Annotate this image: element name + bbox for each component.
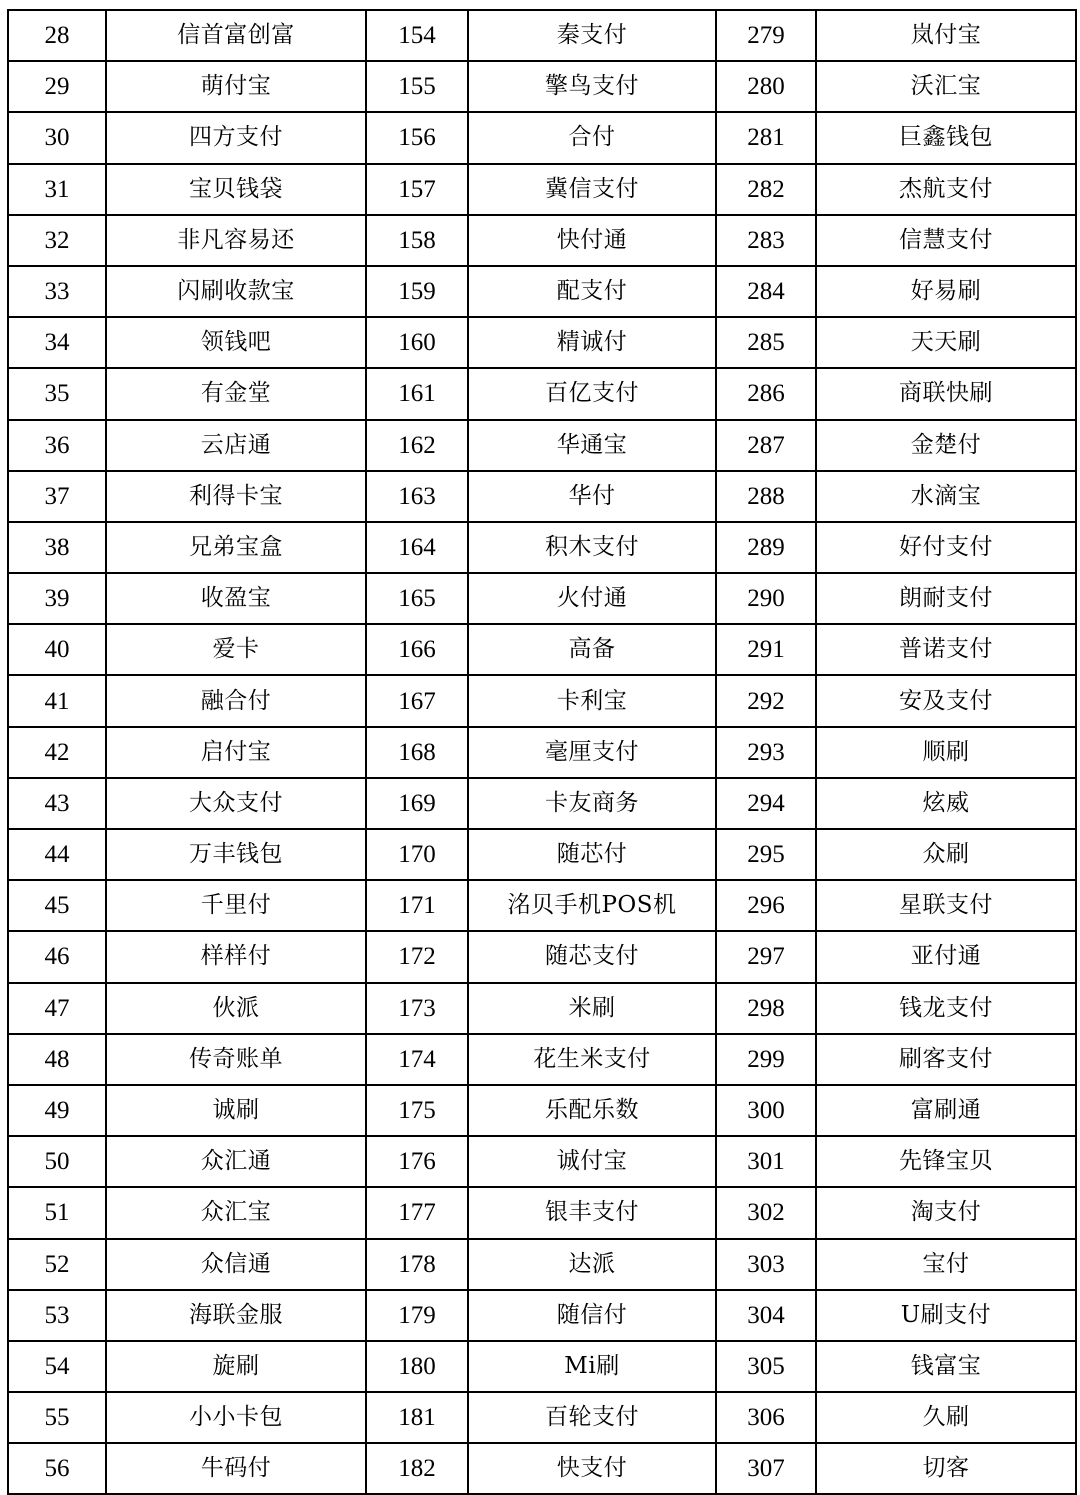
row-number-cell: 37: [8, 471, 106, 522]
row-number-cell: 41: [8, 675, 106, 726]
app-name-cell: 银丰支付: [468, 1187, 716, 1238]
app-name-cell: 万丰钱包: [106, 829, 366, 880]
table-row: [8, 1341, 1076, 1392]
table-row: [8, 675, 1076, 726]
row-number-cell: 159: [366, 266, 468, 317]
row-number-cell: 291: [716, 624, 816, 675]
app-name-cell: 宝贝钱袋: [106, 164, 366, 215]
table-row: [8, 727, 1076, 778]
app-name-cell: 信慧支付: [816, 215, 1076, 266]
row-number-cell: 162: [366, 420, 468, 471]
row-number-cell: 53: [8, 1290, 106, 1341]
table-row: [8, 10, 1076, 61]
app-name-cell: 久刷: [816, 1392, 1076, 1443]
app-name-cell: 卡友商务: [468, 778, 716, 829]
app-name-cell: 有金堂: [106, 368, 366, 419]
row-number-cell: 39: [8, 573, 106, 624]
app-name-cell: 闪刷收款宝: [106, 266, 366, 317]
row-number-cell: 43: [8, 778, 106, 829]
table-row: [8, 1187, 1076, 1238]
row-number-cell: 292: [716, 675, 816, 726]
row-number-cell: 178: [366, 1239, 468, 1290]
row-number-cell: 35: [8, 368, 106, 419]
row-number-cell: 280: [716, 61, 816, 112]
app-name-cell: 配支付: [468, 266, 716, 317]
row-number-cell: 172: [366, 931, 468, 982]
table-row: [8, 522, 1076, 573]
app-name-cell: 信首富创富: [106, 10, 366, 61]
row-number-cell: 166: [366, 624, 468, 675]
app-name-cell: 商联快刷: [816, 368, 1076, 419]
app-name-cell: 金楚付: [816, 420, 1076, 471]
row-number-cell: 156: [366, 112, 468, 163]
table-row: [8, 1085, 1076, 1136]
row-number-cell: 54: [8, 1341, 106, 1392]
row-number-cell: 31: [8, 164, 106, 215]
row-number-cell: 44: [8, 829, 106, 880]
app-name-cell: 伙派: [106, 983, 366, 1034]
row-number-cell: 304: [716, 1290, 816, 1341]
app-name-cell: 好易刷: [816, 266, 1076, 317]
row-number-cell: 279: [716, 10, 816, 61]
table-row: [8, 471, 1076, 522]
app-name-cell: 众汇通: [106, 1136, 366, 1187]
row-number-cell: 154: [366, 10, 468, 61]
row-number-cell: 49: [8, 1085, 106, 1136]
row-number-cell: 28: [8, 10, 106, 61]
app-name-cell: U刷支付: [816, 1290, 1076, 1341]
app-name-cell: 兄弟宝盒: [106, 522, 366, 573]
row-number-cell: 169: [366, 778, 468, 829]
app-name-cell: 切客: [816, 1443, 1076, 1494]
table-row: [8, 164, 1076, 215]
row-number-cell: 47: [8, 983, 106, 1034]
row-number-cell: 302: [716, 1187, 816, 1238]
app-name-cell: 毫厘支付: [468, 727, 716, 778]
app-name-cell: 非凡容易还: [106, 215, 366, 266]
row-number-cell: 160: [366, 317, 468, 368]
row-number-cell: 299: [716, 1034, 816, 1085]
app-name-cell: 精诚付: [468, 317, 716, 368]
row-number-cell: 163: [366, 471, 468, 522]
row-number-cell: 30: [8, 112, 106, 163]
app-name-cell: 百轮支付: [468, 1392, 716, 1443]
app-name-cell: 收盈宝: [106, 573, 366, 624]
row-number-cell: 179: [366, 1290, 468, 1341]
app-name-cell: 随芯付: [468, 829, 716, 880]
row-number-cell: 157: [366, 164, 468, 215]
row-number-cell: 32: [8, 215, 106, 266]
app-name-cell: 样样付: [106, 931, 366, 982]
app-name-cell: 快支付: [468, 1443, 716, 1494]
app-name-cell: 华付: [468, 471, 716, 522]
table-row: [8, 1443, 1076, 1494]
app-name-cell: 利得卡宝: [106, 471, 366, 522]
row-number-cell: 50: [8, 1136, 106, 1187]
row-number-cell: 295: [716, 829, 816, 880]
row-number-cell: 286: [716, 368, 816, 419]
app-name-cell: 顺刷: [816, 727, 1076, 778]
row-number-cell: 298: [716, 983, 816, 1034]
app-name-cell: 达派: [468, 1239, 716, 1290]
row-number-cell: 48: [8, 1034, 106, 1085]
table-row: [8, 317, 1076, 368]
row-number-cell: 177: [366, 1187, 468, 1238]
app-name-cell: 千里付: [106, 880, 366, 931]
table-row: [8, 1392, 1076, 1443]
app-name-cell: 合付: [468, 112, 716, 163]
app-name-cell: 刷客支付: [816, 1034, 1076, 1085]
app-name-cell: 华通宝: [468, 420, 716, 471]
app-name-cell: 米刷: [468, 983, 716, 1034]
app-name-cell: 岚付宝: [816, 10, 1076, 61]
app-name-cell: 四方支付: [106, 112, 366, 163]
table-row: [8, 368, 1076, 419]
app-name-cell: 洺贝手机POS机: [468, 880, 716, 931]
app-name-cell: 淘支付: [816, 1187, 1076, 1238]
row-number-cell: 29: [8, 61, 106, 112]
app-name-cell: 乐配乐数: [468, 1085, 716, 1136]
app-name-cell: 随芯支付: [468, 931, 716, 982]
row-number-cell: 158: [366, 215, 468, 266]
row-number-cell: 305: [716, 1341, 816, 1392]
app-name-cell: 高备: [468, 624, 716, 675]
payment-app-table: [7, 9, 1077, 1495]
row-number-cell: 174: [366, 1034, 468, 1085]
app-name-cell: 卡利宝: [468, 675, 716, 726]
table-row: [8, 112, 1076, 163]
app-name-cell: 随信付: [468, 1290, 716, 1341]
app-name-cell: 牛码付: [106, 1443, 366, 1494]
app-name-cell: 水滴宝: [816, 471, 1076, 522]
app-name-cell: 沃汇宝: [816, 61, 1076, 112]
row-number-cell: 33: [8, 266, 106, 317]
row-number-cell: 290: [716, 573, 816, 624]
row-number-cell: 56: [8, 1443, 106, 1494]
app-name-cell: 星联支付: [816, 880, 1076, 931]
app-name-cell: 融合付: [106, 675, 366, 726]
row-number-cell: 176: [366, 1136, 468, 1187]
app-name-cell: 秦支付: [468, 10, 716, 61]
table-row: [8, 1239, 1076, 1290]
table-row: [8, 983, 1076, 1034]
row-number-cell: 293: [716, 727, 816, 778]
table-row: [8, 829, 1076, 880]
row-number-cell: 155: [366, 61, 468, 112]
row-number-cell: 284: [716, 266, 816, 317]
row-number-cell: 307: [716, 1443, 816, 1494]
app-name-cell: 云店通: [106, 420, 366, 471]
app-name-cell: 百亿支付: [468, 368, 716, 419]
row-number-cell: 46: [8, 931, 106, 982]
row-number-cell: 282: [716, 164, 816, 215]
row-number-cell: 300: [716, 1085, 816, 1136]
app-name-cell: 诚刷: [106, 1085, 366, 1136]
table-row: [8, 1034, 1076, 1085]
row-number-cell: 306: [716, 1392, 816, 1443]
app-name-cell: 萌付宝: [106, 61, 366, 112]
row-number-cell: 294: [716, 778, 816, 829]
app-name-cell: 启付宝: [106, 727, 366, 778]
app-name-cell: 众刷: [816, 829, 1076, 880]
row-number-cell: 181: [366, 1392, 468, 1443]
app-name-cell: 钱龙支付: [816, 983, 1076, 1034]
row-number-cell: 285: [716, 317, 816, 368]
app-name-cell: 天天刷: [816, 317, 1076, 368]
table-row: [8, 61, 1076, 112]
app-name-cell: 花生米支付: [468, 1034, 716, 1085]
table-row: [8, 420, 1076, 471]
row-number-cell: 36: [8, 420, 106, 471]
app-name-cell: 积木支付: [468, 522, 716, 573]
app-name-cell: 小小卡包: [106, 1392, 366, 1443]
table-row: [8, 1136, 1076, 1187]
row-number-cell: 38: [8, 522, 106, 573]
table-row: [8, 215, 1076, 266]
app-name-cell: 炫威: [816, 778, 1076, 829]
app-name-cell: 安及支付: [816, 675, 1076, 726]
row-number-cell: 297: [716, 931, 816, 982]
app-name-cell: 亚付通: [816, 931, 1076, 982]
app-name-cell: 普诺支付: [816, 624, 1076, 675]
app-name-cell: 大众支付: [106, 778, 366, 829]
row-number-cell: 303: [716, 1239, 816, 1290]
table-body: [8, 10, 1076, 1494]
row-number-cell: 170: [366, 829, 468, 880]
row-number-cell: 51: [8, 1187, 106, 1238]
app-name-cell: 海联金服: [106, 1290, 366, 1341]
row-number-cell: 288: [716, 471, 816, 522]
row-number-cell: 180: [366, 1341, 468, 1392]
app-name-cell: 快付通: [468, 215, 716, 266]
app-name-cell: 巨鑫钱包: [816, 112, 1076, 163]
app-name-cell: 钱富宝: [816, 1341, 1076, 1392]
table-row: [8, 266, 1076, 317]
row-number-cell: 283: [716, 215, 816, 266]
app-name-cell: 众汇宝: [106, 1187, 366, 1238]
table-row: [8, 1290, 1076, 1341]
app-name-cell: 朗耐支付: [816, 573, 1076, 624]
row-number-cell: 161: [366, 368, 468, 419]
row-number-cell: 168: [366, 727, 468, 778]
app-name-cell: 众信通: [106, 1239, 366, 1290]
row-number-cell: 296: [716, 880, 816, 931]
row-number-cell: 45: [8, 880, 106, 931]
app-name-cell: 好付支付: [816, 522, 1076, 573]
app-name-cell: 宝付: [816, 1239, 1076, 1290]
row-number-cell: 289: [716, 522, 816, 573]
row-number-cell: 40: [8, 624, 106, 675]
row-number-cell: 52: [8, 1239, 106, 1290]
app-name-cell: 领钱吧: [106, 317, 366, 368]
row-number-cell: 171: [366, 880, 468, 931]
app-name-cell: 富刷通: [816, 1085, 1076, 1136]
row-number-cell: 301: [716, 1136, 816, 1187]
app-name-cell: 传奇账单: [106, 1034, 366, 1085]
app-name-cell: Mi刷: [468, 1341, 716, 1392]
row-number-cell: 173: [366, 983, 468, 1034]
app-name-cell: 旋刷: [106, 1341, 366, 1392]
app-name-cell: 爱卡: [106, 624, 366, 675]
row-number-cell: 34: [8, 317, 106, 368]
row-number-cell: 281: [716, 112, 816, 163]
table-row: [8, 880, 1076, 931]
row-number-cell: 164: [366, 522, 468, 573]
row-number-cell: 175: [366, 1085, 468, 1136]
app-name-cell: 擎鸟支付: [468, 61, 716, 112]
app-name-cell: 火付通: [468, 573, 716, 624]
app-name-cell: 杰航支付: [816, 164, 1076, 215]
row-number-cell: 167: [366, 675, 468, 726]
app-name-cell: 诚付宝: [468, 1136, 716, 1187]
row-number-cell: 55: [8, 1392, 106, 1443]
table-row: [8, 573, 1076, 624]
app-name-cell: 先锋宝贝: [816, 1136, 1076, 1187]
row-number-cell: 42: [8, 727, 106, 778]
table-row: [8, 931, 1076, 982]
table-row: [8, 624, 1076, 675]
table-row: [8, 778, 1076, 829]
row-number-cell: 287: [716, 420, 816, 471]
row-number-cell: 182: [366, 1443, 468, 1494]
row-number-cell: 165: [366, 573, 468, 624]
app-name-cell: 冀信支付: [468, 164, 716, 215]
